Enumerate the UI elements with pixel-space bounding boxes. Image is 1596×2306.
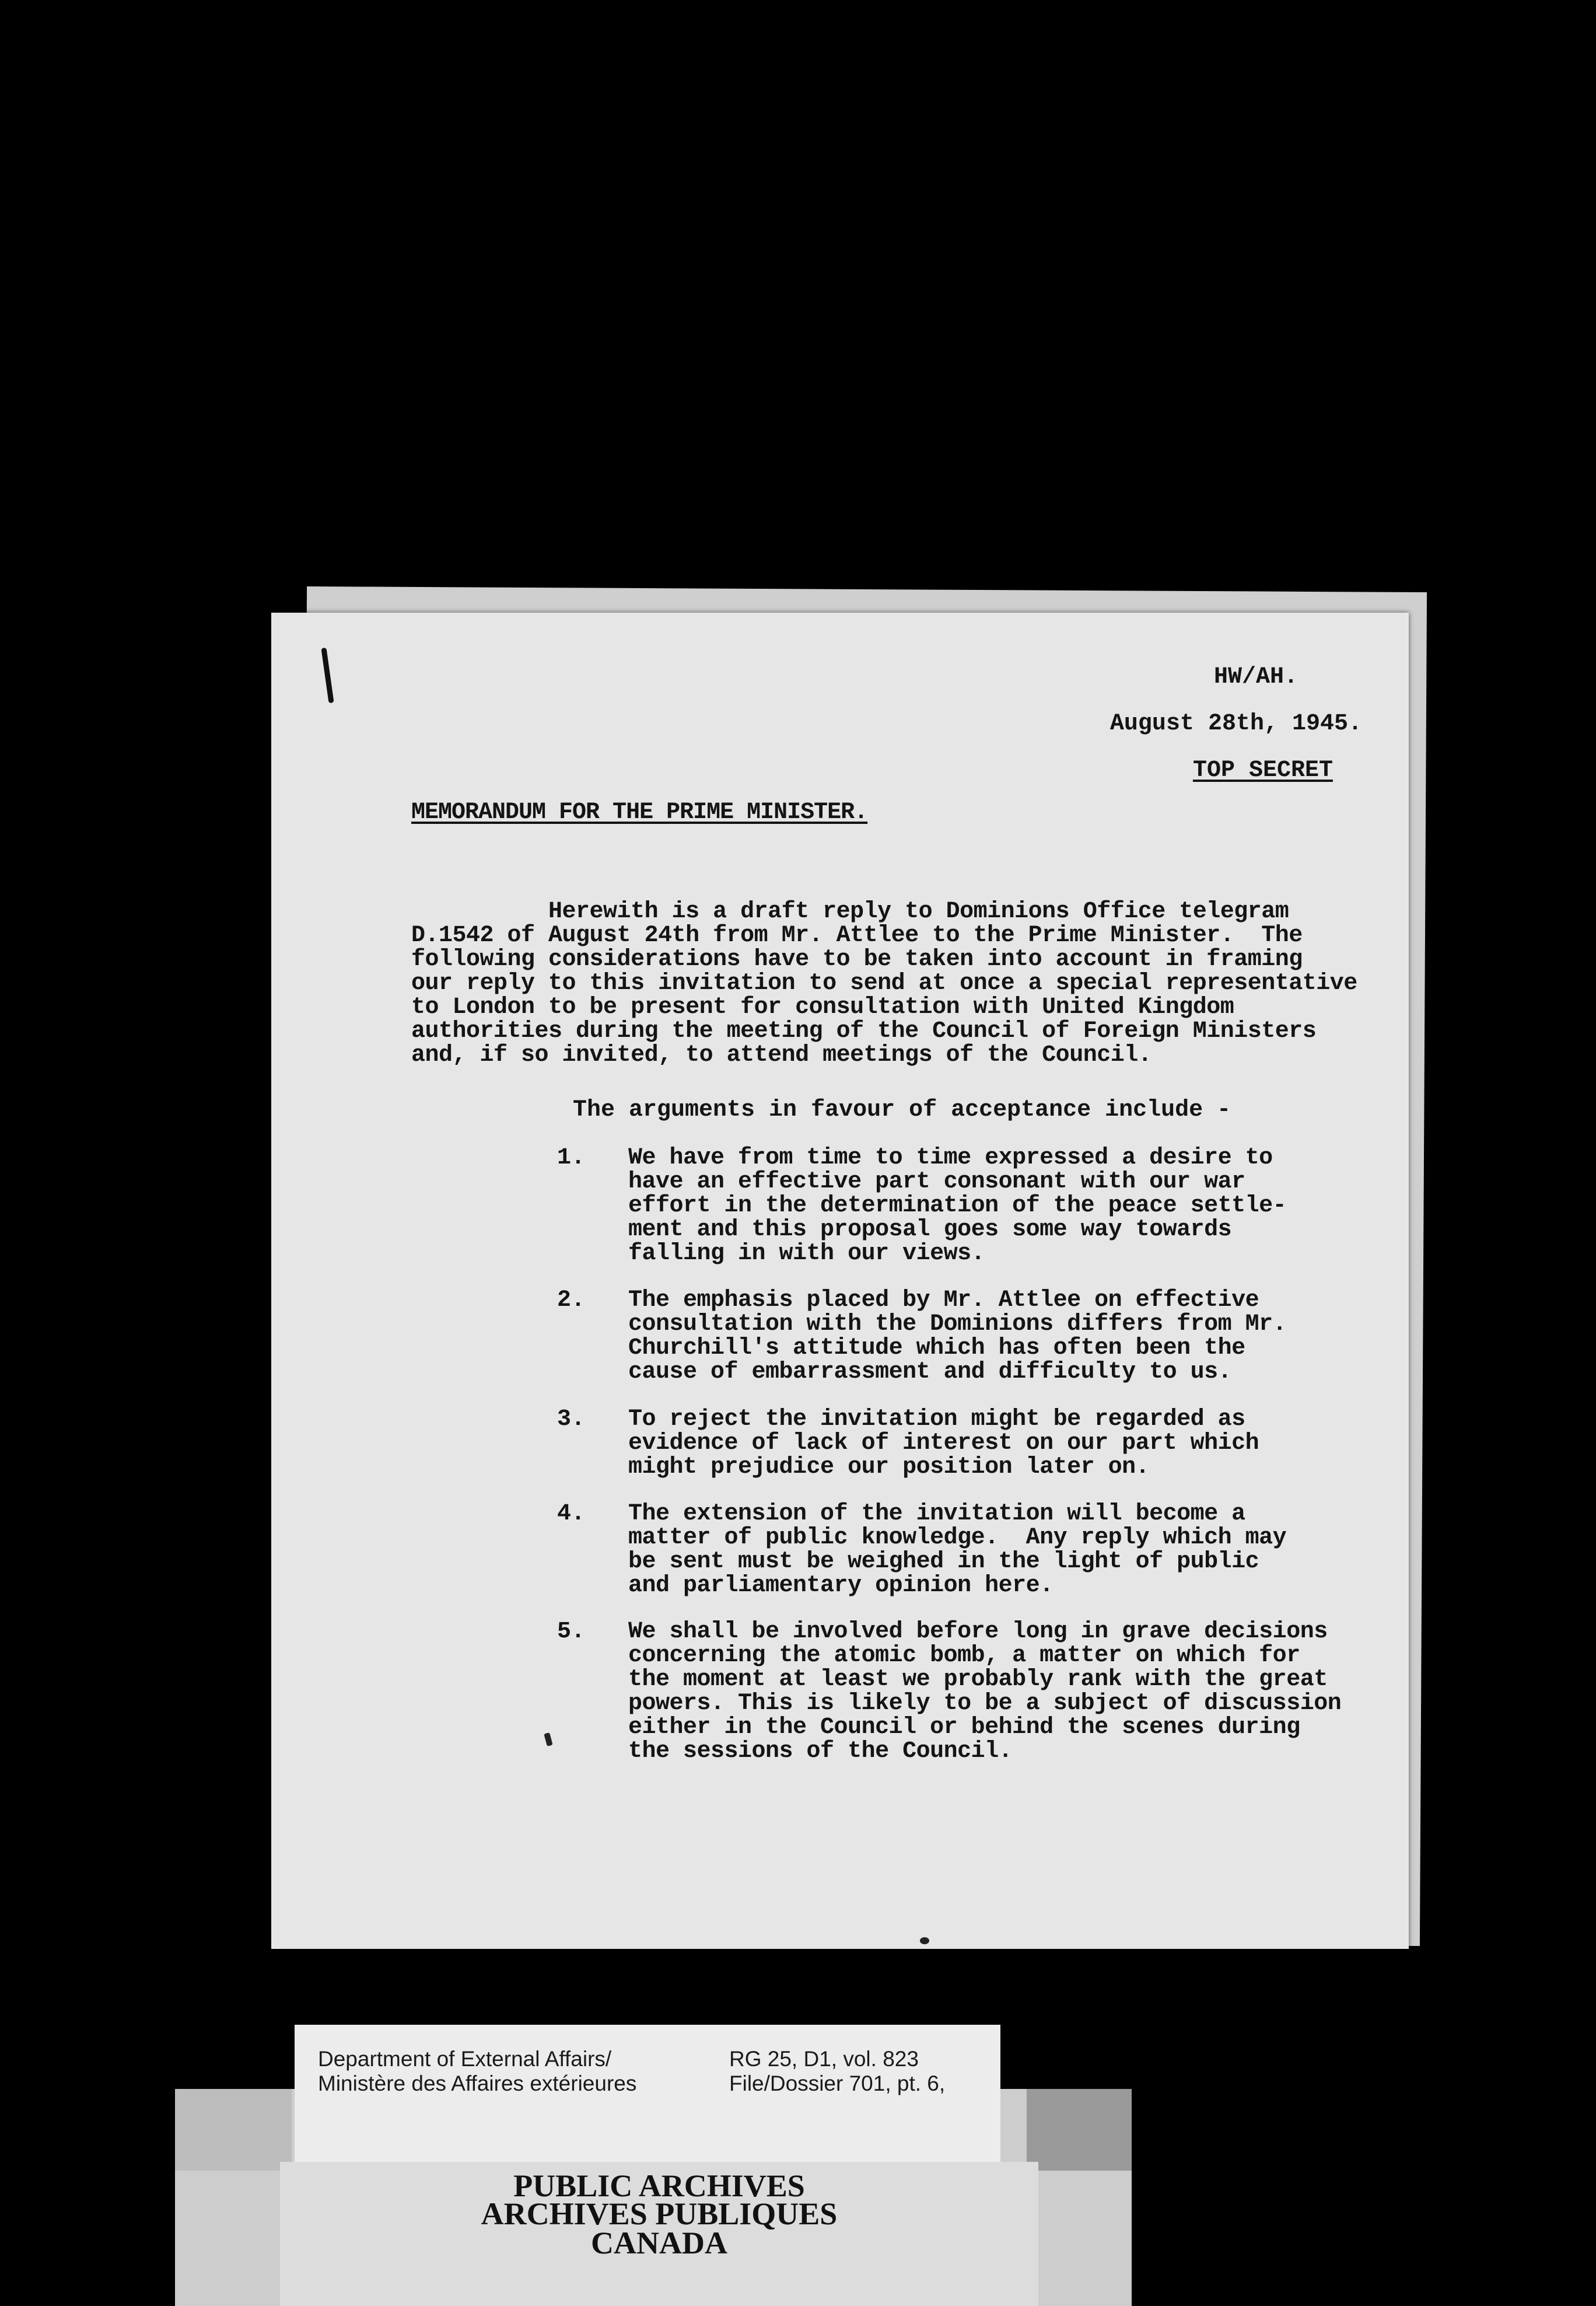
stamp-line-2: ARCHIVES PUBLIQUES xyxy=(481,2196,838,2231)
stamp-tab-left xyxy=(175,2089,292,2171)
argument-text: The extension of the invitation will become a matter of public knowledge. Any reply which may be sent must be weighed in the light of public and parliamentary opinion here. xyxy=(628,1501,1287,1599)
argument-text: The emphasis placed by Mr. Attlee on effective consultation with the Dominions differs from Mr. Churchill's attitude which has often been the cause of embarrassment and difficulty to us. xyxy=(628,1287,1287,1385)
intro-paragraph: Herewith is a draft reply to Dominions Office telegram D.1542 of August 24th from Mr. Attlee to the Prime Minister. The following considerations have to be taken into account in framing our reply to this invitation to send at once a special representative to London to be present for consultation with United Kingdom authorities during the meeting of the Council of Foreign Ministers and, if so invited, to attend meetings of the Council. xyxy=(411,899,1357,1068)
stamp-tab-right xyxy=(1027,2089,1132,2171)
file-reference xyxy=(729,2047,945,2096)
argument-number: 1. xyxy=(557,1145,586,1171)
classification-marking: TOP SECRET xyxy=(1192,757,1333,784)
stamp-line-3: CANADA xyxy=(591,2225,727,2260)
argument-text: To reject the invitation might be regarded as evidence of lack of interest on our part which might prejudice our position later on. xyxy=(628,1406,1259,1480)
argument-text: We have from time to time expressed a desire to have an effective part consonant with our war effort in the determination of the peace settle- ment and this proposal goes some way towards falling in with our views. xyxy=(628,1145,1287,1267)
archive-reference-label xyxy=(295,2025,1000,2168)
stamp-line-1: PUBLIC ARCHIVES xyxy=(513,2168,805,2203)
memo-date: August 28th, 1945. xyxy=(1110,711,1362,737)
arguments-heading: The arguments in favour of acceptance include - xyxy=(573,1097,1231,1123)
file-number: File/Dossier 701, pt. 6, xyxy=(729,2071,946,2095)
department-english: Department of External Affairs/ xyxy=(318,2047,612,2071)
ink-spot xyxy=(920,1937,929,1944)
argument-number: 5. xyxy=(557,1619,586,1645)
department-french: Ministère des Affaires extérieures xyxy=(318,2071,637,2095)
argument-number: 4. xyxy=(557,1501,586,1527)
public-archives-stamp xyxy=(280,2162,1038,2306)
margin-pencil-mark xyxy=(321,648,334,703)
memo-title: MEMORANDUM FOR THE PRIME MINISTER. xyxy=(411,799,868,826)
argument-text: We shall be involved before long in grave decisions concerning the atomic bomb, a matter on which for the moment at least we probably rank with the great powers. This is likely to be a subject of discussion either in the Council or behind the scenes during the sessions of the Council. xyxy=(628,1619,1342,1765)
department-name xyxy=(318,2047,636,2096)
ink-spot xyxy=(544,1732,552,1746)
record-group: RG 25, D1, vol. 823 xyxy=(729,2047,919,2071)
argument-number: 3. xyxy=(557,1406,586,1432)
reference-initials: HW/AH. xyxy=(1213,664,1298,690)
memo-page xyxy=(271,613,1409,1949)
argument-number: 2. xyxy=(557,1287,586,1313)
